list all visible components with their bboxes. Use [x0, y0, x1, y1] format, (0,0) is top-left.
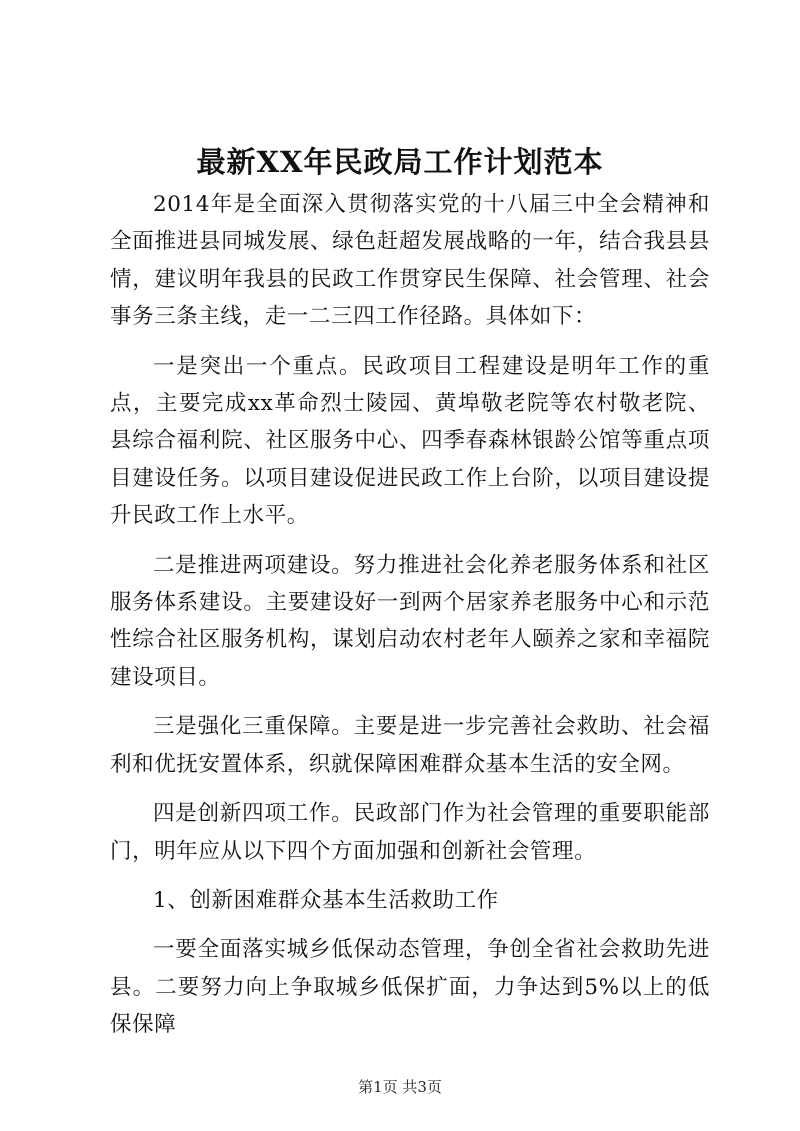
paragraph-intro: 2014年是全面深入贯彻落实党的十八届三中全会精神和全面推进县同城发展、绿色赶超发展战略的一年，结合我县县情，建议明年我县的民政工作贯穿民生保障、社会管理、社会事务三条主线，走一二三四工作径路。具体如下：	[110, 192, 710, 330]
paragraph-three-guarantees: 三是强化三重保障。主要是进一步完善社会救助、社会福利和优抚安置体系，织就保障困难群众基本生活的安全网。	[110, 714, 710, 777]
paragraph-one-focus: 一是突出一个重点。民政项目工程建设是明年工作的重点，主要完成xx革命烈士陵园、黄埠敬老院等农村敬老院、县综合福利院、社区服务中心、四季春森林银龄公馆等重点项目建设任务。以项目建设促进民政工作上台阶，以项目建设提升民政工作上水平。	[110, 353, 710, 529]
paragraph-two-constructions: 二是推进两项建设。努力推进社会化养老服务体系和社区服务体系建设。主要建设好一到两个居家养老服务中心和示范性综合社区服务机构，谋划启动农村老年人颐养之家和幸福院建设项目。	[110, 552, 710, 690]
page-number-footer: 第1页 共3页	[358, 1078, 442, 1096]
paragraph-section-1: 一要全面落实城乡低保动态管理，争创全省社会救助先进县。二要努力向上争取城乡低保扩面，力争达到5%以上的低保保障	[110, 937, 710, 1038]
paragraph-four-innovations: 四是创新四项工作。民政部门作为社会管理的重要职能部门，明年应从以下四个方面加强和创新社会管理。	[110, 801, 710, 864]
document-body	[110, 186, 710, 1044]
section-heading-1: 1、创新困难群众基本生活救助工作	[153, 887, 499, 913]
document-title: 最新XX年民政局工作计划范本	[196, 145, 604, 179]
